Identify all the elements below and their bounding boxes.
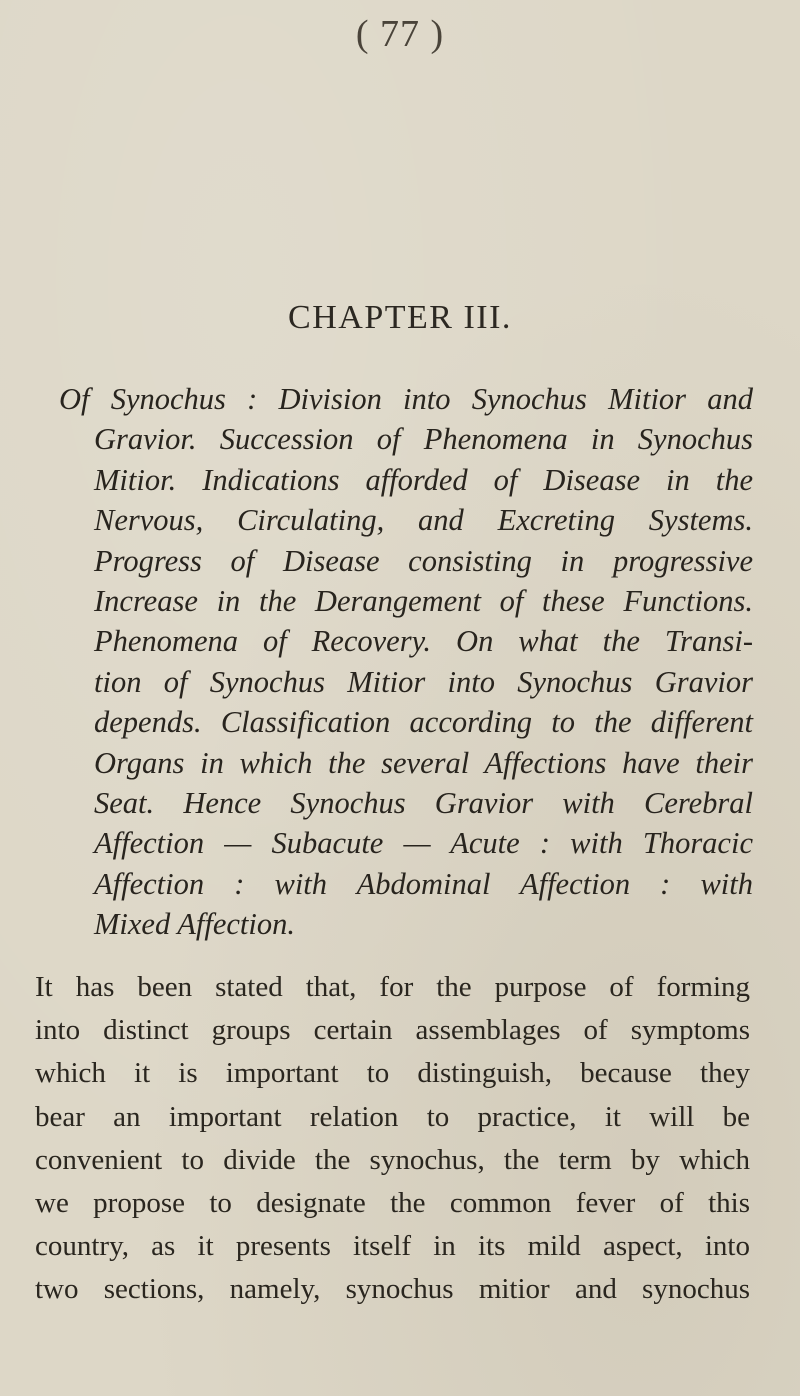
summary-line: tion of Synochus Mitior into Synochus Gravior xyxy=(94,664,753,699)
body-line: convenient to divide the synochus, the term by which xyxy=(35,1143,750,1176)
chapter-summary xyxy=(59,379,753,945)
body-line: which it is important to distinguish, because they xyxy=(35,1057,750,1090)
summary-line: Mixed Affection. xyxy=(94,907,296,942)
summary-line: Affection — Subacute — Acute : with Thoracic xyxy=(94,826,753,861)
summary-line: Gravior. Succession of Phenomena in Synochus xyxy=(94,422,753,457)
summary-line: Of Synochus : Division into Synochus Mitior and xyxy=(59,382,753,416)
page-number: ( 77 ) xyxy=(355,13,445,55)
summary-line: Affection : with Abdominal Affection : with xyxy=(94,866,753,901)
summary-line: Seat. Hence Synochus Gravior with Cerebral xyxy=(94,786,753,821)
summary-line: depends. Classification according to the different xyxy=(94,705,753,740)
body-line: two sections, namely, synochus mitior and synochus xyxy=(35,1273,750,1306)
chapter-heading: CHAPTER III. xyxy=(288,299,512,336)
summary-line: Nervous, Circulating, and Excreting Systems. xyxy=(94,503,753,538)
body-line: bear an important relation to practice, it will be xyxy=(35,1100,750,1133)
body-line: It has been stated that, for the purpose of forming xyxy=(35,971,750,1003)
summary-line: Increase in the Derangement of these Functions. xyxy=(94,584,753,619)
summary-line: Mitior. Indications afforded of Disease in the xyxy=(94,462,753,497)
body-paragraph xyxy=(35,966,750,1312)
body-line: into distinct groups certain assemblages of symptoms xyxy=(35,1014,750,1047)
summary-line: Progress of Disease consisting in progressive xyxy=(94,543,753,578)
body-line: country, as it presents itself in its mild aspect, into xyxy=(35,1230,750,1263)
summary-line: Phenomena of Recovery. On what the Transi- xyxy=(94,624,753,659)
body-line: we propose to designate the common fever of this xyxy=(35,1187,750,1220)
summary-line: Organs in which the several Affections have their xyxy=(94,745,753,780)
